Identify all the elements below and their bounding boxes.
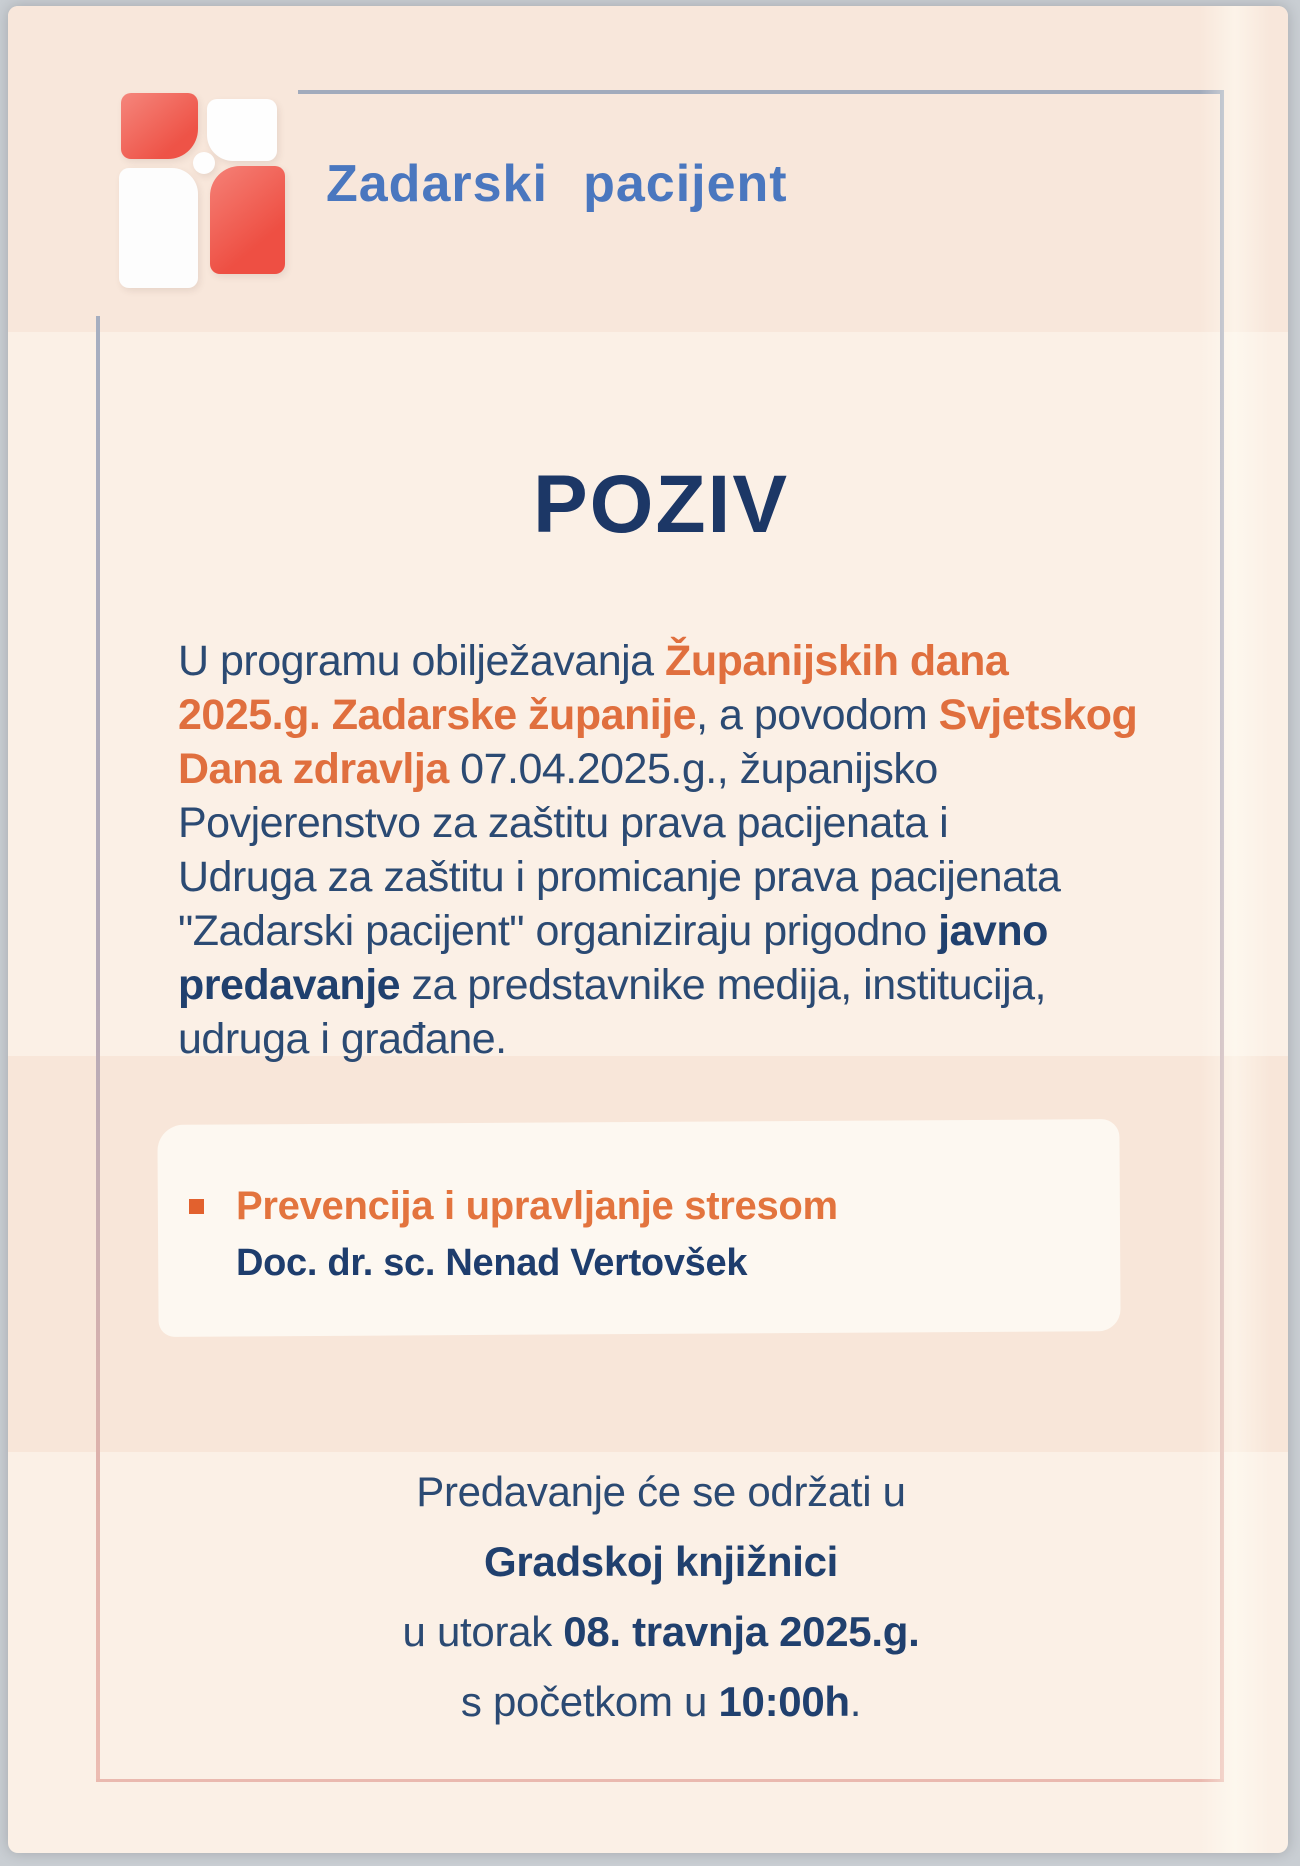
text-line: Dana zdravlja 07.04.2025.g., županijsko [178, 745, 938, 793]
text-line: Predavanje će se održati u [416, 1468, 906, 1515]
text-line: Povjerenstvo za zaštitu prava pacijenata i [178, 799, 949, 847]
text-line: "Zadarski pacijent" organiziraju prigodno javno [178, 907, 1048, 955]
logo-center-dot [193, 152, 215, 174]
text-line: predavanje za predstavnike medija, institucija, [178, 961, 1046, 1009]
text-line: 2025.g. Zadarske županije, a povodom Svjetskog [178, 691, 1138, 739]
logo-square-white-bottom-left [119, 168, 198, 288]
frame-line-top [298, 90, 1224, 94]
text-line: u utorak 08. travnja 2025.g. [402, 1608, 920, 1655]
text-line: s početkom u 10:00h. [460, 1678, 862, 1725]
agenda-speaker: Doc. dr. sc. Nenad Vertovšek [236, 1242, 748, 1284]
intro-paragraph [178, 634, 1178, 1066]
text-line: Gradskoj knjižnici [483, 1538, 839, 1585]
logo-square-red-top-left [121, 93, 198, 159]
bullet-square-icon [189, 1199, 204, 1214]
photo-light-sheen [1200, 6, 1270, 1853]
text-line: U programu obilježavanja Županijskih dana [178, 637, 1009, 685]
event-details [98, 1468, 1224, 1748]
text-line: udruga i građane. [178, 1015, 507, 1063]
text-line: Udruga za zaštitu i promicanje prava pacijenata [178, 853, 1061, 901]
page-title: POZIV [532, 459, 790, 550]
logo-square-red-bottom-right [210, 166, 285, 274]
poster-paper [8, 6, 1288, 1853]
logo-square-white-top-right [207, 99, 277, 161]
agenda-topic: Prevencija i upravljanje stresom [236, 1184, 838, 1228]
frame-line-bottom [96, 1779, 1224, 1782]
brand-name: Zadarski pacijent [326, 155, 788, 213]
